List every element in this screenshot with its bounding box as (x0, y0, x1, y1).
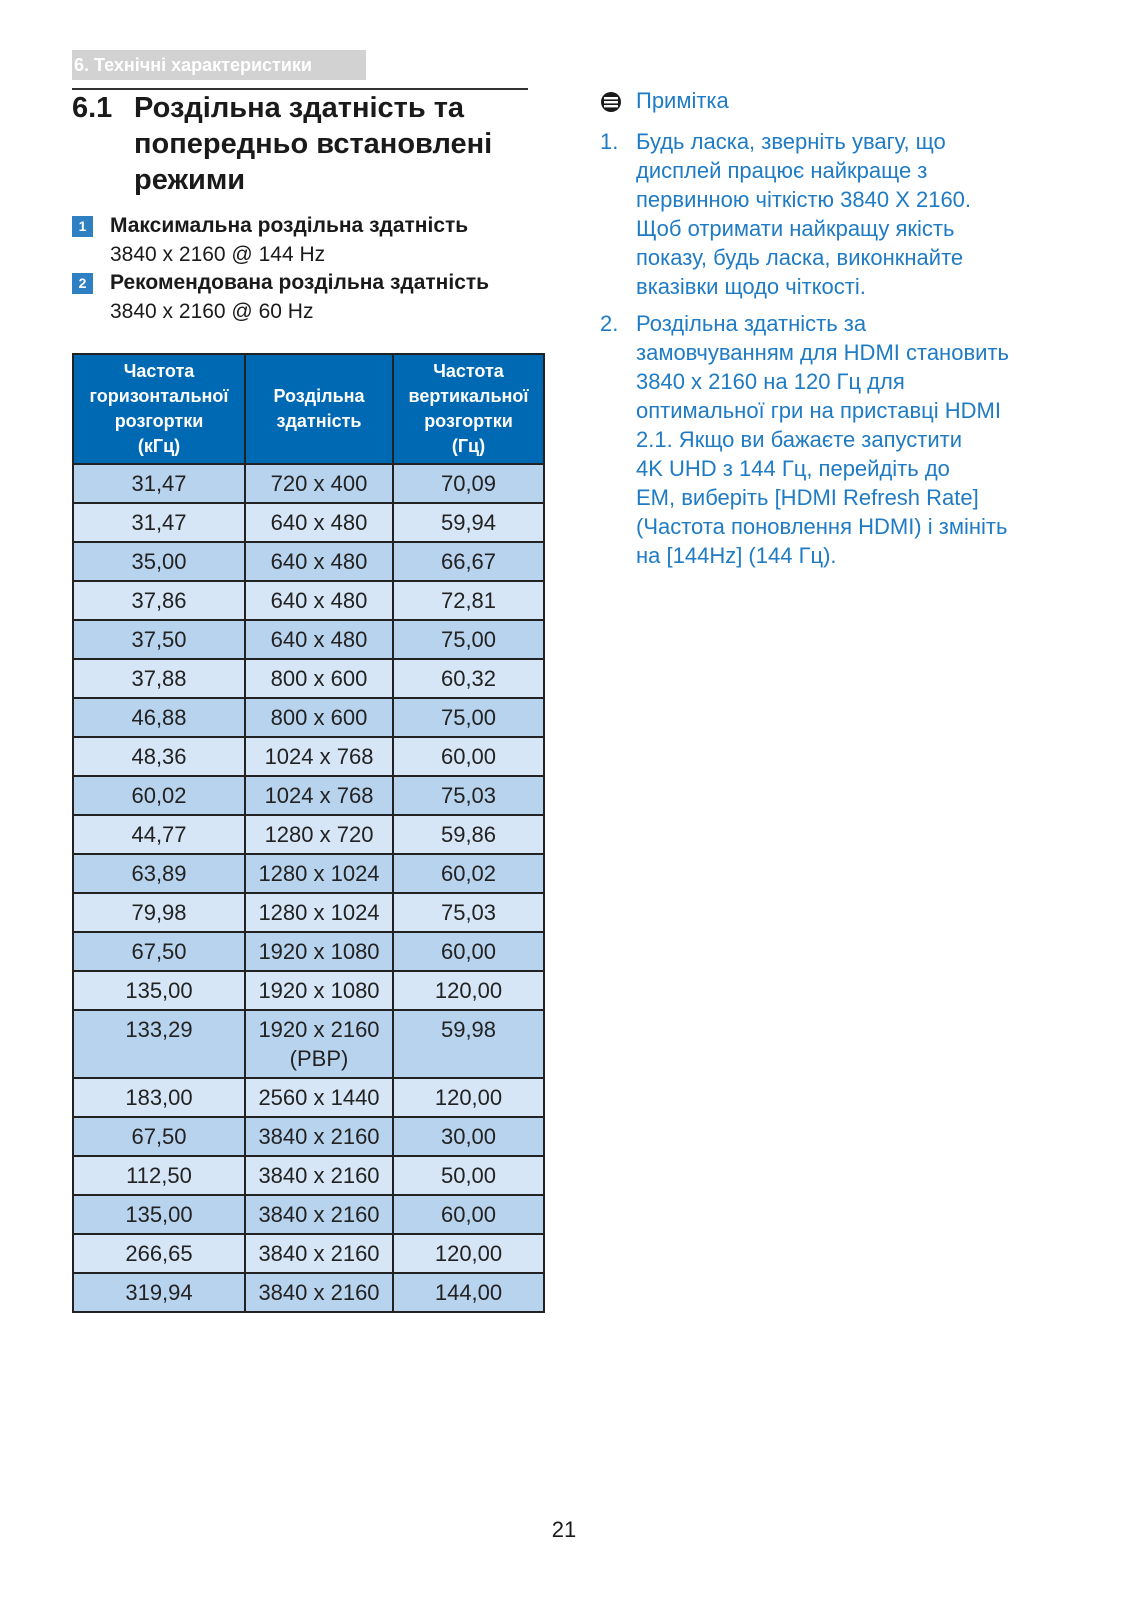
cell-vertical-hz: 60,32 (393, 659, 544, 698)
cell-resolution (245, 1010, 393, 1078)
title-line: Роздільна здатність та (134, 92, 465, 124)
table-row (73, 1010, 544, 1078)
cell-horizontal-khz: 319,94 (73, 1273, 245, 1312)
table-row (73, 737, 544, 776)
header-line: (кГц) (137, 436, 181, 456)
cell-horizontal-khz: 37,50 (73, 620, 245, 659)
table-row (73, 1195, 544, 1234)
cell-resolution: 640 x 480 (245, 542, 393, 581)
cell-vertical-hz: 120,00 (393, 1234, 544, 1273)
header-horizontal-frequency (73, 354, 245, 464)
table-row (73, 854, 544, 893)
cell-horizontal-khz: 266,65 (73, 1234, 245, 1273)
cell-vertical-hz: 59,98 (393, 1010, 544, 1078)
table-row (73, 971, 544, 1010)
cell-horizontal-khz: 135,00 (73, 971, 245, 1010)
cell-vertical-hz: 60,00 (393, 932, 544, 971)
cell-line: 1920 x 2160 (258, 1017, 380, 1042)
table-row (73, 659, 544, 698)
note-item-line: на [144Hz] (144 Гц). (636, 543, 837, 568)
cell-line: (PBP) (289, 1046, 349, 1071)
cell-horizontal-khz: 46,88 (73, 698, 245, 737)
section-tab: 6. Технічні характеристики (72, 50, 366, 80)
header-vertical-frequency (393, 354, 544, 464)
cell-horizontal-khz: 79,98 (73, 893, 245, 932)
cell-resolution: 800 x 600 (245, 659, 393, 698)
note-item-line: замовчуванням для HDMI становить (636, 340, 1009, 365)
cell-vertical-hz: 60,00 (393, 737, 544, 776)
cell-resolution: 3840 x 2160 (245, 1117, 393, 1156)
cell-horizontal-khz: 60,02 (73, 776, 245, 815)
cell-resolution: 1920 x 1080 (245, 932, 393, 971)
cell-horizontal-khz: 67,50 (73, 932, 245, 971)
table-row (73, 1117, 544, 1156)
note-item-line: 3840 x 2160 на 120 Гц для (636, 369, 905, 394)
heading-number: 6.1 (72, 92, 113, 124)
title-line: режими (134, 164, 246, 196)
cell-vertical-hz: 59,94 (393, 503, 544, 542)
table-body (73, 464, 544, 1312)
cell-horizontal-khz: 67,50 (73, 1117, 245, 1156)
note-item-line: первинною чіткістю 3840 X 2160. (636, 187, 972, 212)
cell-vertical-hz: 60,00 (393, 1195, 544, 1234)
note-item-number: 1. (600, 129, 619, 154)
cell-resolution: 1280 x 1024 (245, 893, 393, 932)
note-item-line: вказівки щодо чіткості. (636, 274, 866, 299)
cell-horizontal-khz: 48,36 (73, 737, 245, 776)
table-row (73, 893, 544, 932)
note-item-line: оптимальної гри на приставці HDMI (636, 398, 1001, 423)
cell-resolution: 1024 x 768 (245, 737, 393, 776)
note-item (600, 127, 1070, 301)
table-row (73, 1078, 544, 1117)
header-line: Роздільна (273, 386, 365, 406)
note-item-line: 4K UHD з 144 Гц, перейдіть до (636, 456, 950, 481)
recommended-resolution-value: 3840 x 2160 @ 60 Hz (110, 300, 314, 323)
cell-horizontal-khz: 112,50 (73, 1156, 245, 1195)
title-line: попередньо встановлені (134, 128, 493, 160)
page-number: 21 (551, 1517, 577, 1542)
cell-resolution: 800 x 600 (245, 698, 393, 737)
table-row (73, 776, 544, 815)
header-line: горизонтальної (89, 386, 229, 406)
cell-horizontal-khz: 37,86 (73, 581, 245, 620)
table-row (73, 503, 544, 542)
cell-vertical-hz: 30,00 (393, 1117, 544, 1156)
page-title (134, 90, 492, 198)
note-item-line: дисплей працює найкраще з (636, 158, 928, 183)
table-row (73, 815, 544, 854)
cell-horizontal-khz: 183,00 (73, 1078, 245, 1117)
cell-vertical-hz: 75,03 (393, 776, 544, 815)
recommended-resolution-title: Рекомендована роздільна здатність (110, 271, 490, 294)
note-item-line: (Частота поновлення HDMI) і змініть (636, 514, 1008, 539)
table-row (73, 698, 544, 737)
max-resolution-title: Максимальна роздільна здатність (110, 214, 469, 237)
cell-horizontal-khz: 35,00 (73, 542, 245, 581)
cell-horizontal-khz: 63,89 (73, 854, 245, 893)
note-item-line: Щоб отримати найкращу якість (636, 216, 955, 241)
cell-vertical-hz: 60,02 (393, 854, 544, 893)
cell-resolution: 1920 x 1080 (245, 971, 393, 1010)
cell-vertical-hz: 120,00 (393, 1078, 544, 1117)
cell-vertical-hz: 59,86 (393, 815, 544, 854)
table-row (73, 1273, 544, 1312)
cell-resolution: 3840 x 2160 (245, 1234, 393, 1273)
cell-vertical-hz: 75,00 (393, 620, 544, 659)
table-header-row (73, 354, 544, 464)
cell-resolution: 640 x 480 (245, 620, 393, 659)
note-item-line: 2.1. Якщо ви бажаєте запустити (636, 427, 963, 452)
cell-resolution: 640 x 480 (245, 581, 393, 620)
cell-resolution: 2560 x 1440 (245, 1078, 393, 1117)
table-row (73, 581, 544, 620)
table-row (73, 1156, 544, 1195)
table-row (73, 542, 544, 581)
table-row (73, 620, 544, 659)
note-item-line: EM, виберіть [HDMI Refresh Rate] (636, 485, 979, 510)
cell-vertical-hz: 70,09 (393, 464, 544, 503)
header-line: розгортки (114, 411, 204, 431)
cell-resolution: 1024 x 768 (245, 776, 393, 815)
note-item-line: Будь ласка, зверніть увагу, що (636, 129, 946, 154)
max-resolution-value: 3840 x 2160 @ 144 Hz (110, 243, 326, 266)
note-item-line: Роздільна здатність за (636, 311, 867, 336)
note-item-number: 2. (600, 311, 619, 336)
cell-resolution: 1280 x 720 (245, 815, 393, 854)
note-list (600, 127, 1070, 578)
cell-horizontal-khz: 44,77 (73, 815, 245, 854)
number-badge-1: 1 (72, 216, 93, 237)
header-line: Частота (433, 361, 504, 381)
cell-vertical-hz: 144,00 (393, 1273, 544, 1312)
note-icon (600, 91, 622, 113)
preset-modes-table (72, 353, 545, 1313)
table-row (73, 464, 544, 503)
cell-vertical-hz: 72,81 (393, 581, 544, 620)
header-resolution (245, 354, 393, 464)
cell-resolution: 1280 x 1024 (245, 854, 393, 893)
cell-resolution: 3840 x 2160 (245, 1273, 393, 1312)
cell-vertical-hz: 75,00 (393, 698, 544, 737)
header-line: здатність (276, 411, 362, 431)
cell-horizontal-khz: 31,47 (73, 464, 245, 503)
number-badge-2: 2 (72, 273, 93, 294)
header-line: розгортки (424, 411, 513, 431)
cell-resolution: 640 x 480 (245, 503, 393, 542)
header-line: вертикальної (408, 386, 529, 406)
cell-horizontal-khz: 37,88 (73, 659, 245, 698)
table-row (73, 932, 544, 971)
note-item (600, 309, 1070, 570)
cell-horizontal-khz: 133,29 (73, 1010, 245, 1078)
cell-resolution: 720 x 400 (245, 464, 393, 503)
cell-resolution: 3840 x 2160 (245, 1156, 393, 1195)
cell-horizontal-khz: 135,00 (73, 1195, 245, 1234)
cell-vertical-hz: 50,00 (393, 1156, 544, 1195)
table-row (73, 1234, 544, 1273)
cell-vertical-hz: 120,00 (393, 971, 544, 1010)
header-line: (Гц) (451, 436, 486, 456)
note-title: Примітка (636, 88, 729, 113)
header-line: Частота (123, 361, 195, 381)
cell-resolution: 3840 x 2160 (245, 1195, 393, 1234)
cell-vertical-hz: 66,67 (393, 542, 544, 581)
cell-horizontal-khz: 31,47 (73, 503, 245, 542)
note-item-line: показу, будь ласка, виконкнайте (636, 245, 964, 270)
cell-vertical-hz: 75,03 (393, 893, 544, 932)
